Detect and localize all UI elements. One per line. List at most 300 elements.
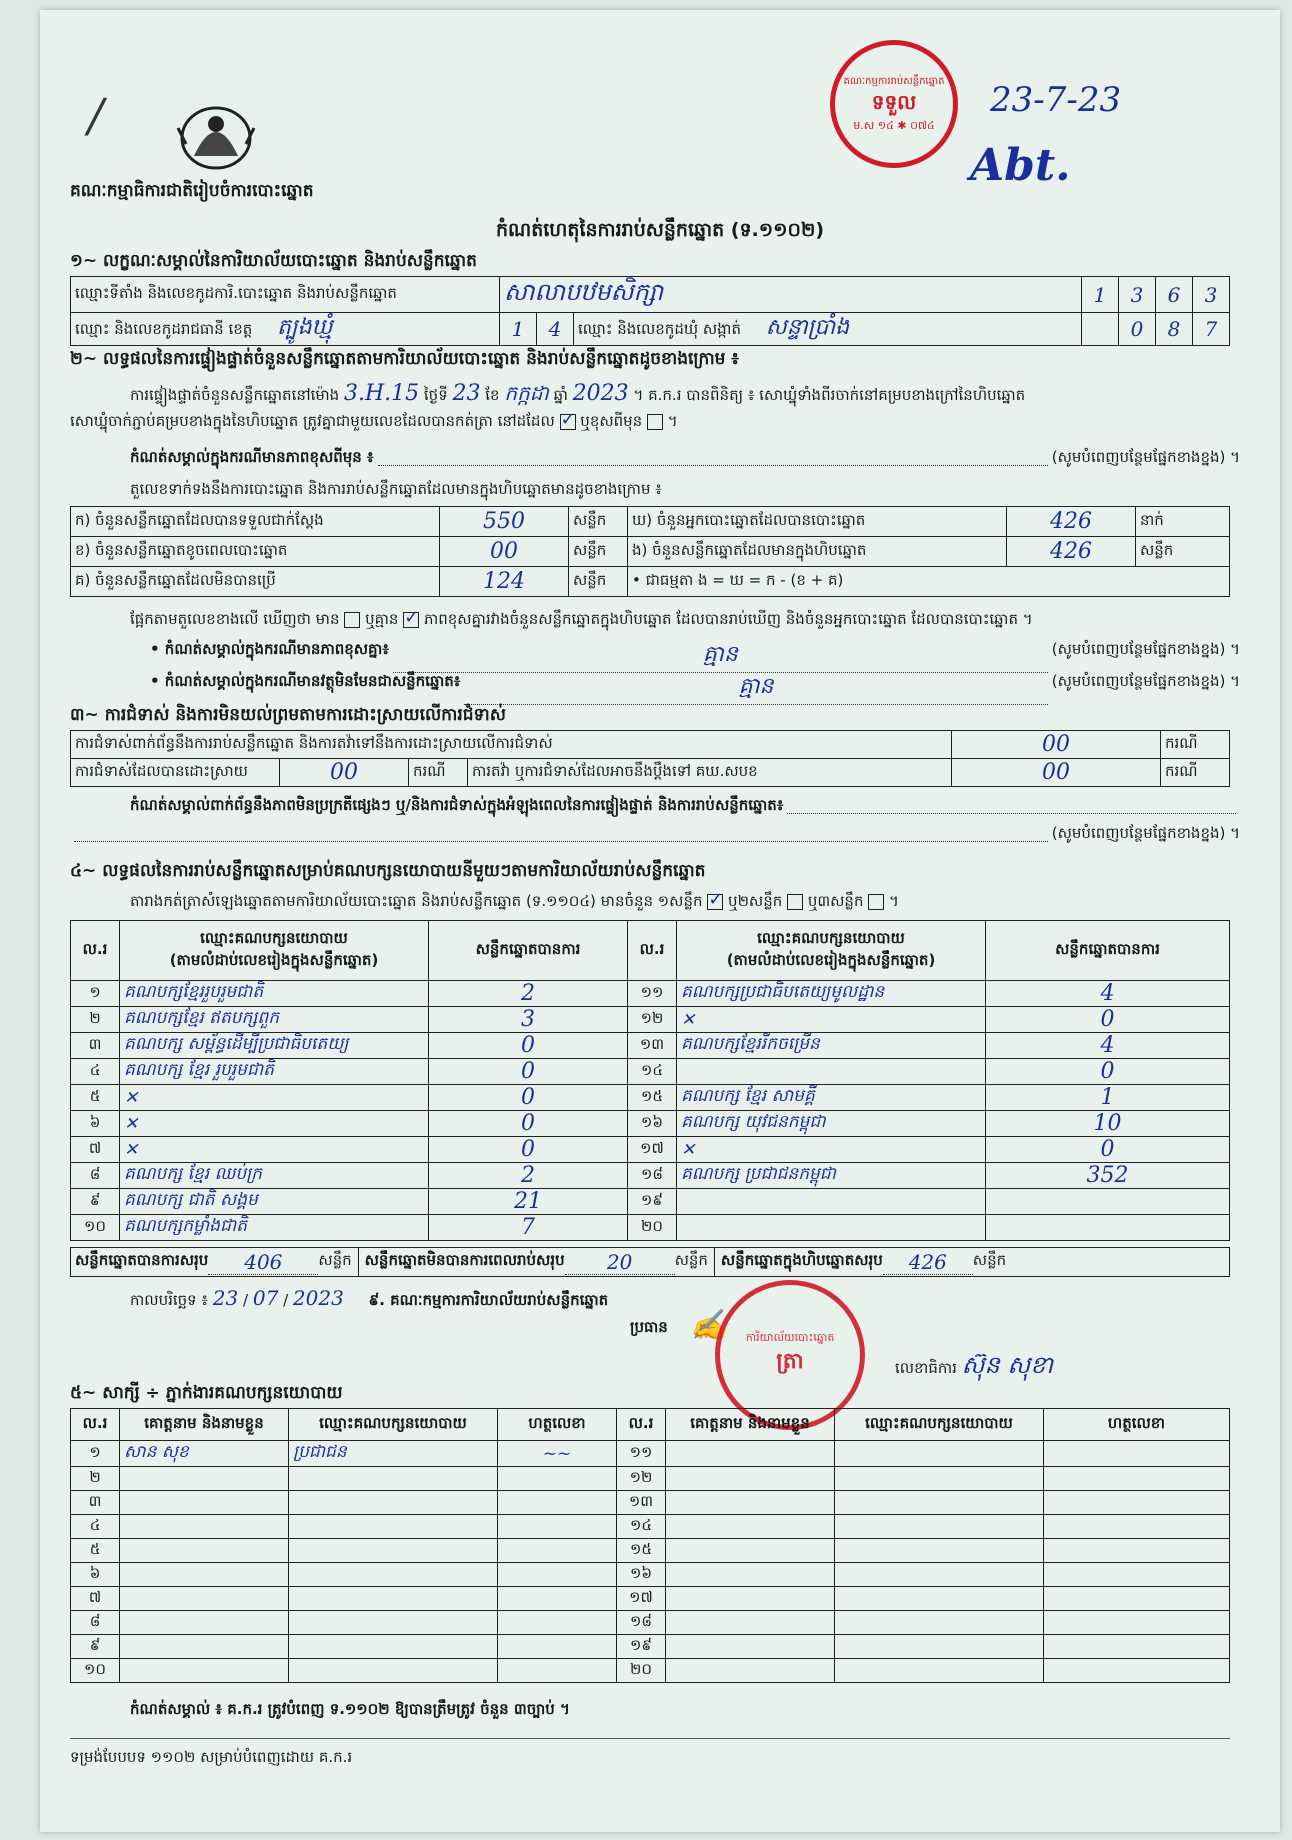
results-party-2: គណបក្ស ខ្មែរ សាមគ្គី — [677, 1085, 986, 1111]
results-party: ✕ — [120, 1085, 429, 1111]
results-col-party-title-2: ឈ្មោះគណបក្សនយោបាយ — [757, 928, 905, 947]
footer-bottom: ទម្រង់បែបបទ ១១០២ សម្រាប់បំពេញដោយ គ.ក.រ — [70, 1748, 353, 1766]
appeal-label: ការតវ៉ា ឬការជំទាស់ដែលអាចនឹងប្តឹងទៅ គឃ.សបខ — [468, 759, 952, 787]
results-votes-2: 4 — [986, 981, 1230, 1007]
footer-note: កំណត់សម្គាល់ ៖ គ.ក.រ ត្រូវបំពេញ ទ.១១០២ ឱ្យបានត្រឹមត្រូវ ចំនួន ៣ច្បាប់ ។ — [130, 1700, 570, 1718]
witness-row — [71, 1441, 1230, 1467]
objection-label: ការជំទាស់ពាក់ព័ន្ធនឹងការរាប់សន្លឹកឆ្នោត និងការតវ៉ាទៅនឹងការដោះស្រាយលើការជំទាស់ — [71, 731, 952, 759]
appeal-value: 00 — [952, 759, 1161, 787]
seal-same-checkbox[interactable] — [560, 414, 576, 430]
results-row — [71, 1007, 1230, 1033]
witness-col-sign: ហត្ថលេខា — [498, 1409, 617, 1441]
seal-line: សោឃ្នុំចាក់ភ្ជាប់គម្របខាងក្នុងនៃហិបឆ្នោត ត្រូវគ្នាជាមួយលេខដែលបានកត់ត្រា នៅដដែល ✓ ឬខុសពីមុន ។ — [70, 412, 678, 434]
office-stamp-center: ត្រា — [776, 1349, 804, 1374]
figure-e-value: 426 — [1007, 537, 1136, 567]
commune-label-text: ឈ្មោះ និងលេខកូដឃុំ សង្កាត់ — [578, 320, 741, 338]
witness-row — [71, 1491, 1230, 1515]
remark3-label: • កំណត់សម្គាល់ក្នុងករណីមានវត្ថុមិនមែនជាសន្លឹកឆ្នោត៖ — [150, 672, 461, 690]
witness-col-party: ឈ្មោះគណបក្សនយោបាយ — [289, 1409, 498, 1441]
date-year: 2023 — [292, 1286, 344, 1310]
witness-party-2 — [835, 1441, 1044, 1467]
resolved-value: 00 — [280, 759, 409, 787]
witness-name — [120, 1659, 289, 1683]
objections-table — [70, 730, 1230, 787]
witness-name-2 — [666, 1635, 835, 1659]
results-no: ៣ — [71, 1033, 120, 1059]
results-votes-2: 0 — [986, 1059, 1230, 1085]
verification-month: កក្កដា — [504, 381, 549, 405]
office-code-2: 3 — [1119, 277, 1156, 313]
total-invalid-label: សន្លឹកឆ្នោតមិនបានការពេលរាប់សរុប — [364, 1251, 565, 1269]
objection-value: 00 — [952, 731, 1161, 759]
witness-name — [120, 1467, 289, 1491]
irregularity-dots-2 — [74, 824, 1048, 842]
witness-no-2: ១៨ — [617, 1611, 666, 1635]
witness-party-2 — [835, 1635, 1044, 1659]
figures-intro: តួលេខទាក់ទងនឹងការបោះឆ្នោត និងការរាប់សន្លឹកឆ្នោតដែលមានក្នុងហិបឆ្នោតមានដូចខាងក្រោម ៖ — [130, 480, 662, 498]
witness-sign — [498, 1659, 617, 1683]
witness-name — [120, 1611, 289, 1635]
office-code-3: 6 — [1156, 277, 1193, 313]
results-party: ✕ — [120, 1111, 429, 1137]
witness-no-2: ១២ — [617, 1467, 666, 1491]
seal-diff-label: ឬខុសពីមុន — [580, 412, 643, 430]
results-party: គណបក្ស ជាតិ សង្គម — [120, 1189, 429, 1215]
witness-sign-2 — [1044, 1563, 1230, 1587]
witness-no-2: ១៦ — [617, 1563, 666, 1587]
total-box-label: សន្លឹកឆ្នោតក្នុងហិបឆ្នោតសរុប — [720, 1251, 883, 1269]
results-votes: 0 — [429, 1111, 628, 1137]
results-votes: 0 — [429, 1085, 628, 1111]
witness-name-2 — [666, 1611, 835, 1635]
results-votes-2: 4 — [986, 1033, 1230, 1059]
witness-no: ៣ — [71, 1491, 120, 1515]
form-title: កំណត់ហេតុនៃការរាប់សន្លឹកឆ្នោត (ទ.១១០២) — [495, 219, 825, 241]
total-box-unit: សន្លឹក — [972, 1251, 1007, 1269]
irregularity-hint: (សូមបំពេញបន្ថែមផ្នែកខាងខ្នង) ។ — [1051, 824, 1240, 842]
results-col-votes: សន្លឹកឆ្នោតបានការ — [429, 921, 628, 981]
verification-text-c: ខែ — [485, 386, 500, 404]
results-no: ១០ — [71, 1215, 120, 1241]
witness-name: សាន សុខ — [120, 1441, 289, 1467]
tally-intro-c: ឬ៣សន្លឹក — [807, 892, 864, 910]
secretary-label: លេខាធិការ — [895, 1359, 957, 1377]
witness-party-2 — [835, 1563, 1044, 1587]
witness-sign-2 — [1044, 1611, 1230, 1635]
figure-a-label: ក) ចំនួនសន្លឹកឆ្នោតដែលបានទទួលជាក់ស្តែង — [71, 507, 440, 537]
verification-text-e: ។ គ.ក.រ បានពិនិត្យ ៖ សោឃ្នុំទាំងពីរចាក់នៅគម្របខាងក្រៅនៃហិបឆ្នោត — [633, 386, 1026, 404]
results-col-no-2: ល.រ — [628, 921, 677, 981]
results-votes-2 — [986, 1215, 1230, 1241]
figure-b-label: ខ) ចំនួនសន្លឹកឆ្នោតខូចពេលបោះឆ្នោត — [71, 537, 440, 567]
remark3-value: គ្មាន — [464, 672, 1047, 705]
stamp-text: ទទួល — [871, 89, 917, 114]
results-no-2: ១៥ — [628, 1085, 677, 1111]
verification-text-a: ការផ្ទៀងផ្ទាត់ចំនួនសន្លឹកឆ្នោតនៅម៉ោង — [130, 386, 340, 404]
witness-row — [71, 1635, 1230, 1659]
results-party-2 — [677, 1215, 986, 1241]
witness-name-2 — [666, 1491, 835, 1515]
figures-row-2 — [71, 537, 1230, 567]
witness-sign-2 — [1044, 1491, 1230, 1515]
form-sheet — [40, 10, 1280, 1832]
total-invalid-value: 20 — [565, 1250, 675, 1275]
results-col-party-sub: (តាមលំដាប់លេខរៀងក្នុងសន្លឹកឆ្នោត) — [169, 950, 379, 969]
witness-sign-2 — [1044, 1587, 1230, 1611]
results-votes-2 — [986, 1189, 1230, 1215]
witness-party — [289, 1467, 498, 1491]
results-row — [71, 1163, 1230, 1189]
results-no-2: ១១ — [628, 981, 677, 1007]
witness-name — [120, 1563, 289, 1587]
witness-sign — [498, 1587, 617, 1611]
commune-code-1: 0 — [1119, 313, 1156, 346]
chair-label: ប្រធាន — [630, 1318, 668, 1336]
province-label-text: ឈ្មោះ និងលេខកូដរាជធានី ខេត្ត — [75, 320, 253, 338]
commune-name: សន្ទាប្រាំង — [765, 315, 850, 340]
witness-party-2 — [835, 1491, 1044, 1515]
witness-sign — [498, 1515, 617, 1539]
witness-no: ៥ — [71, 1539, 120, 1563]
results-no: ៦ — [71, 1111, 120, 1137]
witness-party — [289, 1539, 498, 1563]
witness-col-name-2: គោត្តនាម និងនាមខ្លួន — [666, 1409, 835, 1441]
results-party: ✕ — [120, 1137, 429, 1163]
witness-name-2 — [666, 1441, 835, 1467]
witness-sign — [498, 1467, 617, 1491]
remark2-hint: (សូមបំពេញបន្ថែមផ្នែកខាងខ្នង) ។ — [1051, 640, 1240, 658]
results-no: ២ — [71, 1007, 120, 1033]
remark2-value: គ្មាន — [393, 640, 1048, 673]
witness-party — [289, 1635, 498, 1659]
results-votes: 2 — [429, 981, 628, 1007]
tally-intro — [130, 892, 899, 914]
results-row — [71, 1033, 1230, 1059]
witness-name-2 — [666, 1659, 835, 1683]
difference-text-a: ផ្អែកតាមតួលេខខាងលើ ឃើញថា មាន — [130, 610, 340, 628]
figures-row-1 — [71, 507, 1230, 537]
resolved-unit: ករណី — [409, 759, 468, 787]
results-no: ៩ — [71, 1189, 120, 1215]
results-party-2: គណបក្ស យុវជនកម្ពុជា — [677, 1111, 986, 1137]
witness-sign — [498, 1635, 617, 1659]
figure-d-label: ឃ) ចំនួនអ្នកបោះឆ្នោតដែលបានបោះឆ្នោត — [628, 507, 1007, 537]
tally-intro-a: តារាងកត់ត្រាសំឡេងឆ្នោតតាមការិយាល័យបោះឆ្នោត និងរាប់សន្លឹកឆ្នោត (ទ.១១០៤) មានចំនួន ១សន្លឹក — [130, 892, 703, 910]
witness-name — [120, 1515, 289, 1539]
witness-party — [289, 1611, 498, 1635]
tally-intro-d: ។ — [889, 892, 899, 910]
witness-name-2 — [666, 1467, 835, 1491]
figure-d-value: 426 — [1007, 507, 1136, 537]
results-col-party-title: ឈ្មោះគណបក្សនយោបាយ — [200, 928, 348, 947]
witness-sign — [498, 1611, 617, 1635]
tally-intro-b: ឬ២សន្លឹក — [728, 892, 783, 910]
stamp-ring-text: គណៈកម្មការរាប់សន្លឹកឆ្នោត — [843, 75, 945, 87]
witness-sign — [498, 1563, 617, 1587]
witness-party-2 — [835, 1659, 1044, 1683]
results-votes-2: 0 — [986, 1137, 1230, 1163]
results-col-party-2 — [677, 921, 986, 981]
witness-party — [289, 1491, 498, 1515]
figures-row-3 — [71, 567, 1230, 597]
seal-diff-checkbox[interactable] — [647, 414, 663, 430]
results-col-votes-2: សន្លឹកឆ្នោតបានការ — [986, 921, 1230, 981]
witness-no-2: ១៥ — [617, 1539, 666, 1563]
witness-row — [71, 1539, 1230, 1563]
secretary-signature: ស៊ុន សុខា — [961, 1351, 1054, 1379]
results-row — [71, 1137, 1230, 1163]
results-row — [71, 1085, 1230, 1111]
witness-table — [70, 1408, 1230, 1683]
results-row — [71, 1059, 1230, 1085]
two-sheet-checkbox[interactable] — [787, 894, 803, 910]
results-no-2: ១៦ — [628, 1111, 677, 1137]
footer-rule — [70, 1738, 1230, 1739]
results-party-2: ✕ — [677, 1137, 986, 1163]
total-valid-label: សន្លឹកឆ្នោតបានការសរុប — [75, 1251, 209, 1269]
verification-text-b: ថ្ងៃទី — [423, 386, 448, 404]
province-name: ត្បូងឃ្មុំ — [277, 315, 333, 340]
results-no: ៧ — [71, 1137, 120, 1163]
witness-name-2 — [666, 1587, 835, 1611]
witness-no: ៩ — [71, 1635, 120, 1659]
office-code-1: 1 — [1082, 277, 1119, 313]
office-name: សាលាបឋមសិក្សា — [500, 277, 1082, 313]
office-stamp-ring: ការិយាល័យបោះឆ្នោត — [745, 1331, 835, 1344]
results-no: ១ — [71, 981, 120, 1007]
one-sheet-checkbox[interactable] — [707, 894, 723, 910]
witness-name — [120, 1539, 289, 1563]
province-code-2: 4 — [537, 313, 574, 346]
witness-name — [120, 1491, 289, 1515]
results-party: គណបក្សខ្មែររួបរួមជាតិ — [120, 981, 429, 1007]
results-col-party — [120, 921, 429, 981]
witness-no: ១០ — [71, 1659, 120, 1683]
verification-day: 23 — [452, 381, 481, 406]
witness-row — [71, 1515, 1230, 1539]
results-row — [71, 1215, 1230, 1241]
margin-mark: / — [88, 88, 104, 142]
results-no-2: ២០ — [628, 1215, 677, 1241]
section1-title: ១~ លក្ខណៈសម្គាល់នៃការិយាល័យបោះឆ្នោត និងរាប់សន្លឹកឆ្នោត — [70, 251, 477, 271]
results-party: គណបក្ស ខ្មែរ ឈប់ក្រ — [120, 1163, 429, 1189]
total-valid-value: 406 — [208, 1250, 318, 1275]
witness-sign-2 — [1044, 1467, 1230, 1491]
witness-party-2 — [835, 1515, 1044, 1539]
results-votes: 7 — [429, 1215, 628, 1241]
results-party-2: ✕ — [677, 1007, 986, 1033]
witness-no-2: ១៩ — [617, 1635, 666, 1659]
commune-code-2: 8 — [1156, 313, 1193, 346]
witness-party-2 — [835, 1467, 1044, 1491]
results-no: ៨ — [71, 1163, 120, 1189]
figure-c-value: 124 — [440, 567, 569, 597]
difference-line — [130, 610, 1033, 632]
chair-signature: ✍ — [690, 1308, 728, 1343]
witness-no: ៧ — [71, 1587, 120, 1611]
figure-a-value: 550 — [440, 507, 569, 537]
date-day: 23 — [212, 1286, 239, 1310]
commune-label — [574, 313, 1082, 346]
results-party: គណបក្សខ្មែរ ឥតបក្សពួក — [120, 1007, 429, 1033]
commune-code-3: 7 — [1193, 313, 1230, 346]
results-votes: 0 — [429, 1033, 628, 1059]
witness-sign-2 — [1044, 1539, 1230, 1563]
witness-name-2 — [666, 1563, 835, 1587]
results-party-2 — [677, 1189, 986, 1215]
results-no-2: ១៤ — [628, 1059, 677, 1085]
remark3-hint: (សូមបំពេញបន្ថែមផ្នែកខាងខ្នង) ។ — [1051, 672, 1240, 690]
witness-row — [71, 1611, 1230, 1635]
verification-time: 3.H.15 — [343, 381, 420, 406]
witness-row — [71, 1467, 1230, 1491]
stamp-date: 23-7-23 — [990, 80, 1122, 120]
results-col-no: ល.រ — [71, 921, 120, 981]
three-sheet-checkbox[interactable] — [868, 894, 884, 910]
witness-col-sign-2: ហត្ថលេខា — [1044, 1409, 1230, 1441]
witness-sign-2 — [1044, 1441, 1230, 1467]
commune-code-empty — [1082, 313, 1119, 346]
seal-text: សោឃ្នុំចាក់ភ្ជាប់គម្របខាងក្នុងនៃហិបឆ្នោត ត្រូវគ្នាជាមួយលេខដែលបានកត់ត្រា នៅដដែល — [70, 412, 555, 430]
objection-unit: ករណី — [1161, 731, 1230, 759]
witness-party — [289, 1563, 498, 1587]
results-table — [70, 920, 1230, 1241]
results-votes: 2 — [429, 1163, 628, 1189]
remark-label: កំណត់សម្គាល់ក្នុងករណីមានភាពខុសពីមុន ៖ — [130, 448, 374, 466]
results-votes-2: 10 — [986, 1111, 1230, 1137]
witness-sign-2 — [1044, 1659, 1230, 1683]
results-no-2: ១៧ — [628, 1137, 677, 1163]
figure-b-value: 00 — [440, 537, 569, 567]
total-invalid-unit: សន្លឹក — [674, 1251, 708, 1269]
witness-col-no-2: ល.រ — [617, 1409, 666, 1441]
received-stamp — [830, 40, 958, 168]
date-line: កាលបរិច្ឆេទ ៖ 23 / 07 / 2023 ៩. គណៈកម្មការការិយាល័យរាប់សន្លឹកឆ្នោត — [130, 1286, 609, 1310]
witness-no-2: ១៤ — [617, 1515, 666, 1539]
difference-yes-checkbox[interactable] — [344, 612, 360, 628]
results-party-2: គណបក្ស ប្រជាជនកម្ពុជា — [677, 1163, 986, 1189]
province-label — [71, 313, 500, 346]
witness-party: ប្រជាជន — [289, 1441, 498, 1467]
figure-c-label: គ) ចំនួនសន្លឹកឆ្នោតដែលមិនបានប្រើ — [71, 567, 440, 597]
results-col-party-sub-2: (តាមលំដាប់លេខរៀងក្នុងសន្លឹកឆ្នោត) — [726, 950, 936, 969]
witness-sign — [498, 1539, 617, 1563]
witness-no: ៤ — [71, 1515, 120, 1539]
witness-party — [289, 1659, 498, 1683]
results-votes-2: 352 — [986, 1163, 1230, 1189]
witness-no-2: ១៣ — [617, 1491, 666, 1515]
irregularity-label: កំណត់សម្គាល់ពាក់ព័ន្ធនឹងភាពមិនប្រក្រតីផ្សេងៗ ឬ/និងការជំទាស់ក្នុងអំឡុងពេលនៃការផ្ទៀងផ្ទាត់ និងការរាប់សន្លឹកឆ្នោត៖ — [130, 796, 784, 814]
results-votes: 3 — [429, 1007, 628, 1033]
office-code-4: 3 — [1193, 277, 1230, 313]
witness-row — [71, 1659, 1230, 1683]
total-box-value: 426 — [883, 1250, 973, 1275]
stamp-seal-number: ម.ស ១៤ ✱ ០៧៤ — [853, 118, 935, 132]
total-valid-unit: សន្លឹក — [318, 1251, 352, 1269]
nec-emblem-icon — [176, 98, 256, 174]
witness-no-2: ១៧ — [617, 1587, 666, 1611]
results-party-2: គណបក្សខ្មែររីកចម្រើន — [677, 1033, 986, 1059]
witness-no-2: ១១ — [617, 1441, 666, 1467]
witness-row — [71, 1587, 1230, 1611]
date-label: កាលបរិច្ឆេទ ៖ — [130, 1291, 209, 1309]
witness-name — [120, 1587, 289, 1611]
appeal-unit: ករណី — [1161, 759, 1230, 787]
results-party: គណបក្ស ខ្មែរ រួបរួមជាតិ — [120, 1059, 429, 1085]
results-party: គណបក្សកម្លាំងជាតិ — [120, 1215, 429, 1241]
province-code-1: 1 — [500, 313, 537, 346]
witness-no: ១ — [71, 1441, 120, 1467]
section4-title: ៤~ លទ្ធផលនៃការរាប់សន្លឹកឆ្នោតសម្រាប់គណបក្សនយោបាយនីមួយៗតាមការិយាល័យរាប់សន្លឹកឆ្នោត — [70, 861, 706, 881]
remark-hint: (សូមបំពេញបន្ថែមផ្នែកខាងខ្នង) ។ — [1051, 448, 1240, 466]
results-no-2: ១៣ — [628, 1033, 677, 1059]
witness-sign-2 — [1044, 1635, 1230, 1659]
witness-name-2 — [666, 1515, 835, 1539]
results-row — [71, 981, 1230, 1007]
resolved-label: ការជំទាស់ដែលបានដោះស្រាយ — [71, 759, 280, 787]
figure-d-unit: នាក់ — [1136, 507, 1230, 537]
results-party-2 — [677, 1059, 986, 1085]
verification-year: 2023 — [572, 381, 629, 406]
results-votes: 0 — [429, 1137, 628, 1163]
results-row — [71, 1189, 1230, 1215]
results-votes: 21 — [429, 1189, 628, 1215]
witness-party — [289, 1515, 498, 1539]
witness-no-2: ២០ — [617, 1659, 666, 1683]
figure-e-label: ង) ចំនួនសន្លឹកឆ្នោតដែលមានក្នុងហិបឆ្នោត — [628, 537, 1007, 567]
figure-a-unit: សន្លឹក — [569, 507, 628, 537]
figure-e-unit: សន្លឹក — [1136, 537, 1230, 567]
witness-no: ៨ — [71, 1611, 120, 1635]
verification-text-d: ឆ្នាំ — [553, 386, 568, 404]
difference-text-c: ភាពខុសគ្នារវាងចំនួនសន្លឹកឆ្នោតក្នុងហិបឆ្នោត ដែលបានរាប់ឃើញ និងចំនួនអ្នកបោះឆ្នោត ដែលបានបោះឆ្នោត ។ — [423, 610, 1033, 628]
irregularity-note — [130, 796, 1240, 818]
section3-title: ៣~ ការជំទាស់ និងការមិនយល់ព្រមតាមការដោះស្រាយលើការជំទាស់ — [70, 705, 506, 725]
witness-row — [71, 1563, 1230, 1587]
results-no: ៥ — [71, 1085, 120, 1111]
section5-title: ៥~ សាក្សី ÷ ភ្នាក់ងារគណបក្សនយោបាយ — [70, 1383, 343, 1403]
witness-name-2 — [666, 1539, 835, 1563]
results-no: ៤ — [71, 1059, 120, 1085]
figures-table — [70, 506, 1230, 597]
difference-no-checkbox[interactable] — [403, 612, 419, 628]
section2-title: ២~ លទ្ធផលនៃការផ្ទៀងផ្ទាត់ចំនួនសន្លឹកឆ្នោតតាមការិយាល័យបោះឆ្នោត និងរាប់សន្លឹកឆ្នោតដូចខាងក្រោម ៖ — [70, 349, 739, 369]
witness-sign: ~~ — [498, 1441, 617, 1467]
figure-b-unit: សន្លឹក — [569, 537, 628, 567]
witness-sign — [498, 1491, 617, 1515]
committee-label: ៩. គណៈកម្មការការិយាល័យរាប់សន្លឹកឆ្នោត — [368, 1291, 609, 1309]
section1-table — [70, 276, 1230, 346]
remark-dots — [378, 448, 1048, 466]
results-no-2: ១២ — [628, 1007, 677, 1033]
office-label: ឈ្មោះទីតាំង និងលេខកូដការិ.បោះឆ្នោត និងរាប់សន្លឹកឆ្នោត — [71, 277, 500, 313]
stamp-signature: Abt. — [970, 140, 1071, 191]
witness-sign-2 — [1044, 1515, 1230, 1539]
figure-formula: • ជាធម្មតា ង = ឃ = ក - (ខ + គ) — [628, 567, 1230, 597]
witness-col-no: ល.រ — [71, 1409, 120, 1441]
results-no-2: ១៨ — [628, 1163, 677, 1189]
verification-line — [130, 380, 1240, 410]
results-votes-2: 1 — [986, 1085, 1230, 1111]
witness-no: ២ — [71, 1467, 120, 1491]
witness-no: ៦ — [71, 1563, 120, 1587]
witness-col-party-2: ឈ្មោះគណបក្សនយោបាយ — [835, 1409, 1044, 1441]
figure-c-unit: សន្លឹក — [569, 567, 628, 597]
results-party-2: គណបក្សប្រជាធិបតេយ្យមូលដ្ឋាន — [677, 981, 986, 1007]
witness-party-2 — [835, 1587, 1044, 1611]
remark-line — [130, 448, 1240, 470]
remark2-label: • កំណត់សម្គាល់ក្នុងករណីមានភាពខុសគ្នា៖ — [150, 640, 389, 658]
